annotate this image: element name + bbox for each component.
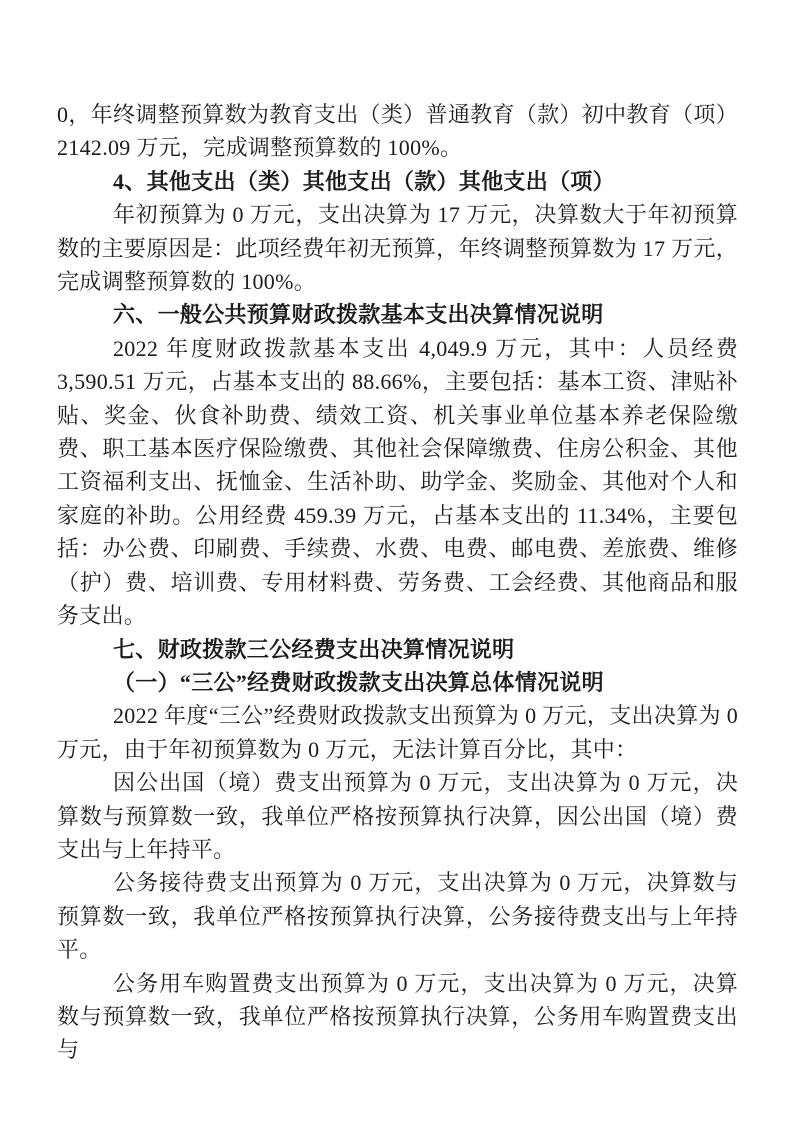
paragraph-basic-expenditure-detail: 2022 年度财政拨款基本支出 4,049.9 万元，其中：人员经费 3,590.51 万元，占基本支出的 88.66%，主要包括：基本工资、津贴补贴、奖金、伙食补助费、绩效工资、机关事业单位基本养老保险缴费、职工基本医疗保险缴费、其他社会保障缴费、住房公积金、其他工资福利支出、抚恤金、生活补助、助学金、奖励金、其他对个人和家庭的补助。公用经费 459.39 万元，占基本支出的 11.34%，主要包括：办公费、印刷费、手续费、水费、电费、邮电费、差旅费、维修（护）费、培训费、专用材料费、劳务费、工会经费、其他商品和服务支出。 [57,335,738,629]
heading-other-expenditure: 4、其他支出（类）其他支出（款）其他支出（项） [113,168,615,194]
heading-three-public-funds-section: 七、财政拨款三公经费支出决算情况说明 [113,636,515,662]
subheading-three-public-overview: （一）“三公”经费财政拨款支出决算总体情况说明 [113,669,604,695]
paragraph-adjusted-budget-continuation: 0，年终调整预算数为教育支出（类）普通教育（款）初中教育（项）2142.09 万元，完成调整预算数的 100%。 [57,102,738,161]
paragraph-official-reception: 公务接待费支出预算为 0 万元，支出决算为 0 万元，决算数与预算数一致，我单位严格按预算执行决算，公务接待费支出与上年持平。 [57,870,738,963]
heading-basic-expenditure-section: 六、一般公共预算财政拨款基本支出决算情况说明 [113,302,604,328]
paragraph-vehicle-purchase: 公务用车购置费支出预算为 0 万元，支出决算为 0 万元，决算数与预算数一致，我单位严格按预算执行决算，公务用车购置费支出与 [57,970,738,1063]
paragraph-overseas-trips: 因公出国（境）费支出预算为 0 万元，支出决算为 0 万元，决算数与预算数一致，我单位严格按预算执行决算，因公出国（境）费支出与上年持平。 [57,770,738,862]
paragraph-other-expenditure-detail: 年初预算为 0 万元，支出决算为 17 万元，决算数大于年初预算数的主要原因是：此项经费年初无预算，年终调整预算数为 17 万元，完成调整预算数的 100%。 [57,202,738,295]
paragraph-three-public-total: 2022 年度“三公”经费财政拨款支出预算为 0 万元，支出决算为 0 万元，由于年初预算数为 0 万元，无法计算百分比，其中： [57,703,738,762]
